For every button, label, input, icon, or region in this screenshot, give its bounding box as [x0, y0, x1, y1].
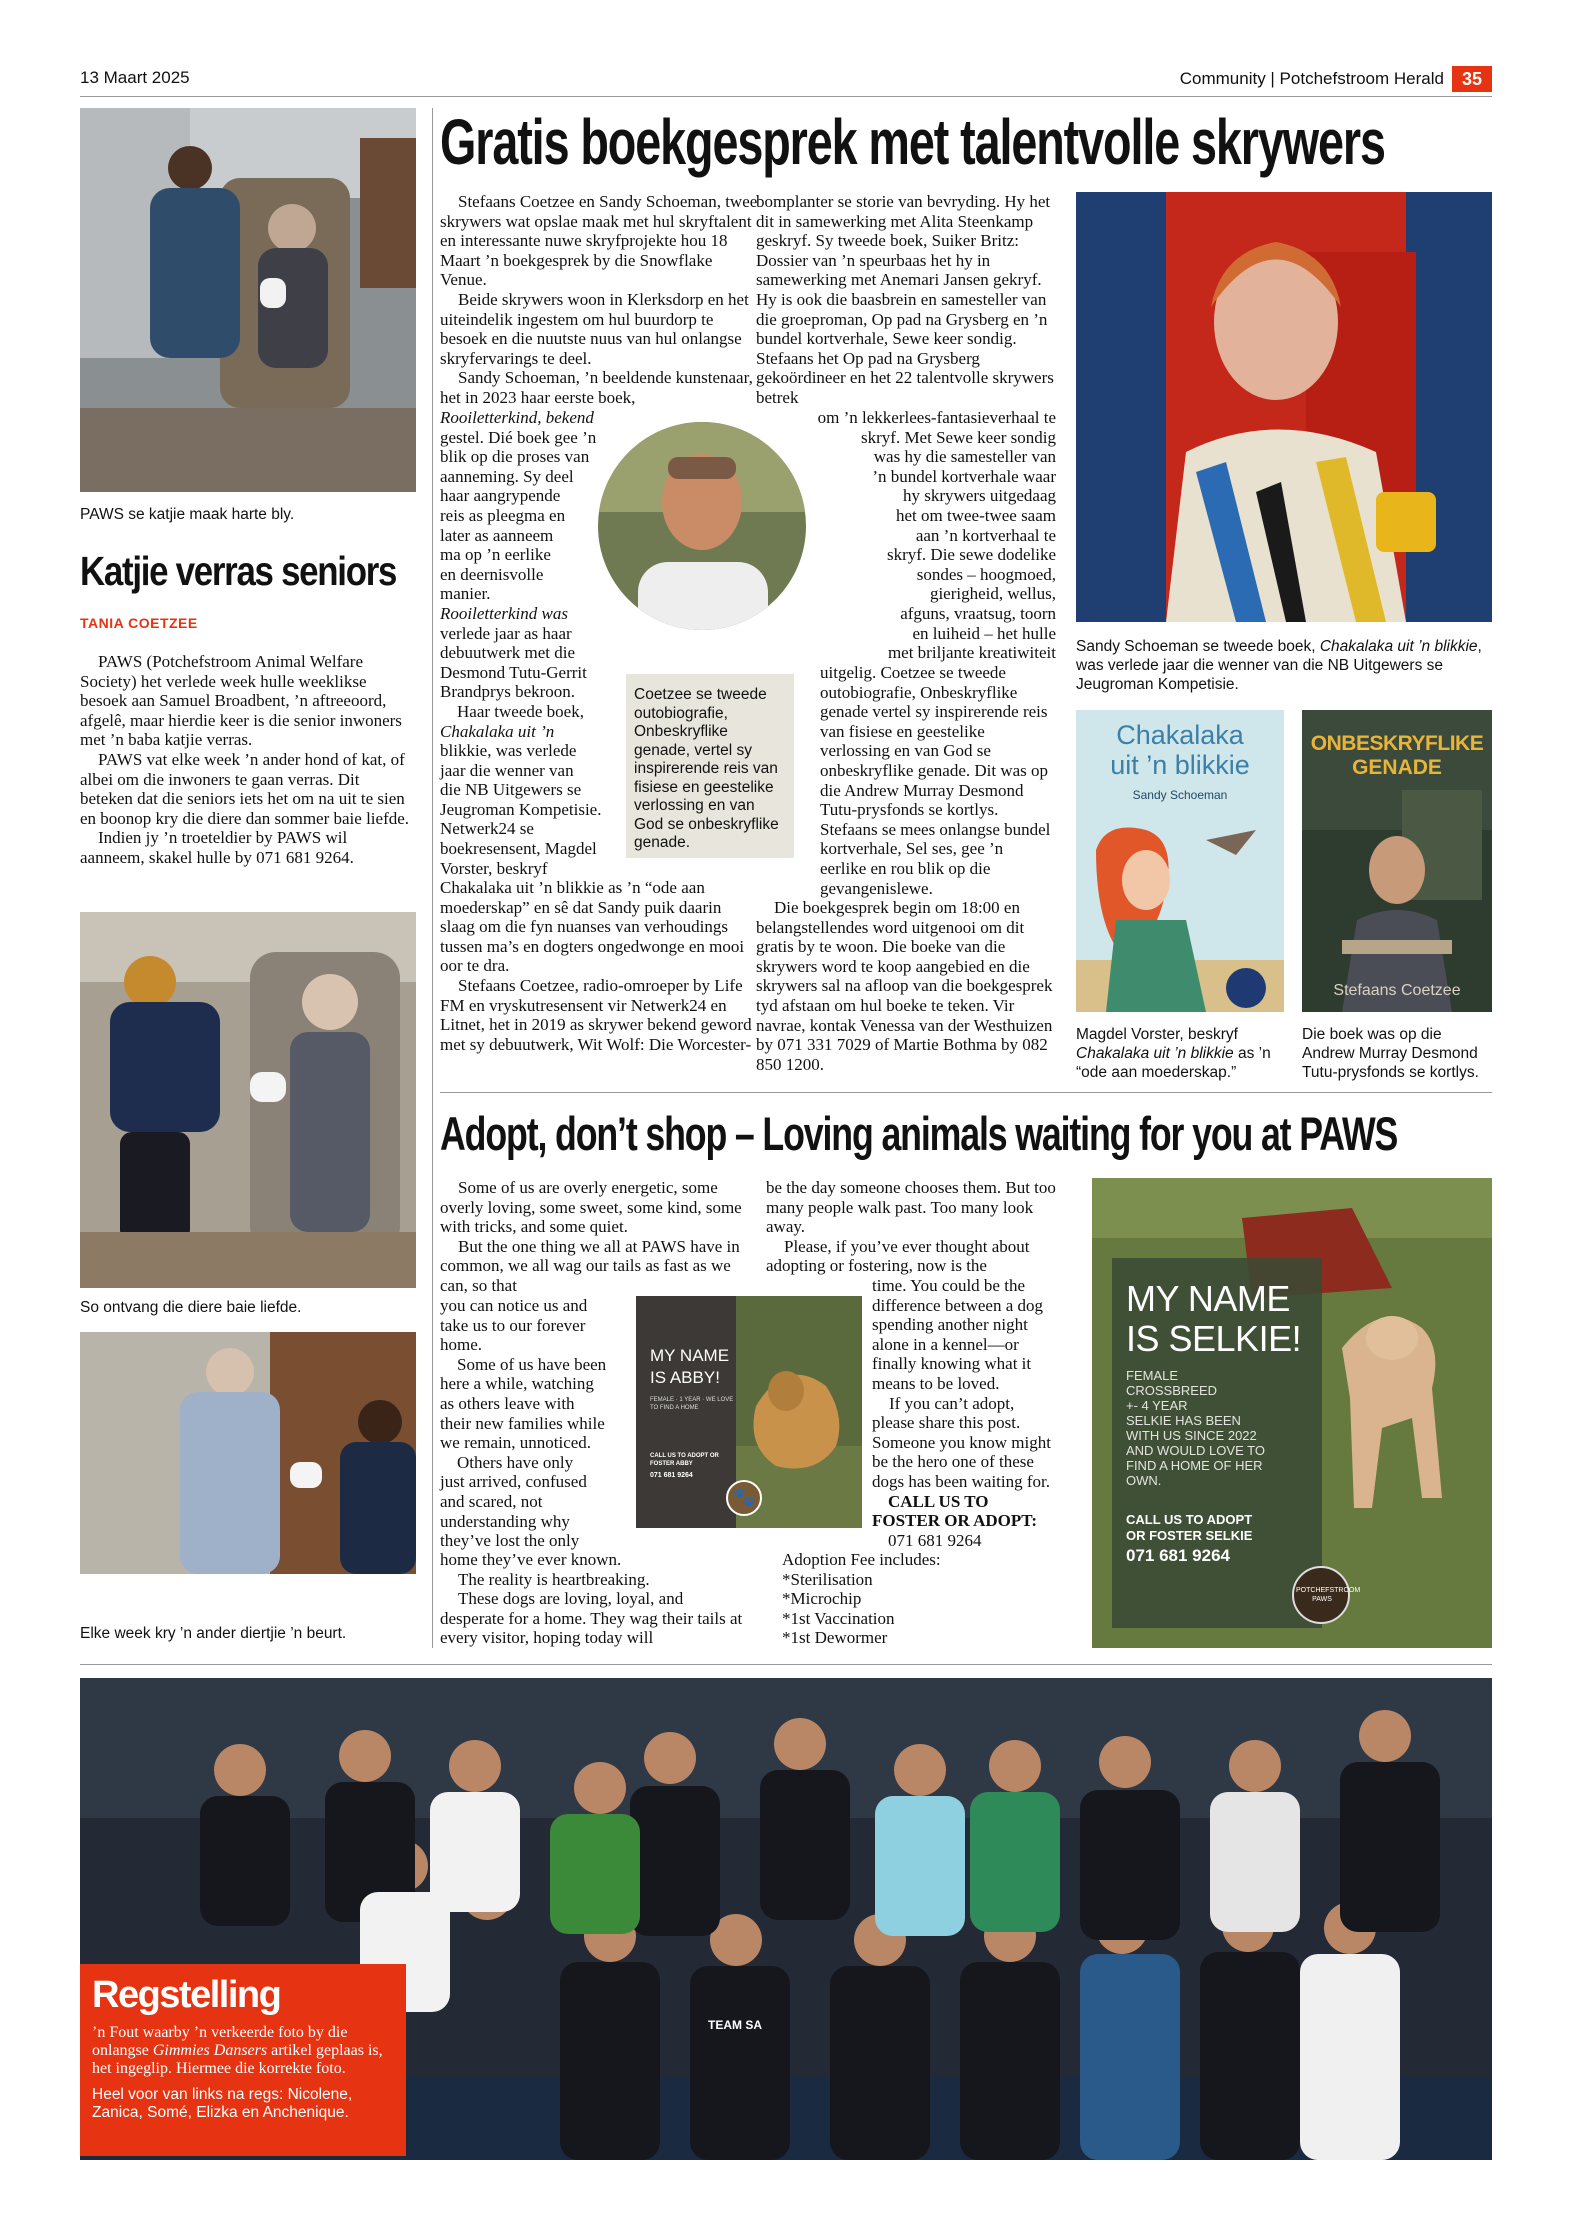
paws-col1-bottom	[440, 1550, 750, 1648]
paw-badge-icon: 🐾	[726, 1480, 762, 1516]
paws-paragraph: Some of us are overly energetic, some overly loving, some sweet, some kind, some with tricks, and some quiet.	[440, 1178, 742, 1237]
paws-line: home.	[440, 1335, 483, 1355]
kitten-photo-2-image	[80, 912, 416, 1288]
sandy-caption-title: Chakalaka uit ’n blikkie	[1319, 638, 1478, 655]
selkie-detail-line: OWN.	[1126, 1473, 1162, 1488]
book-col1-bottom	[440, 878, 760, 1054]
book-line: boekresensent, Magdel	[440, 839, 597, 859]
book-line: skryf. Die sewe dodelike	[886, 545, 1056, 565]
book-line: gierigheid, wellus,	[929, 584, 1056, 604]
book-paragraph: Sandy Schoeman, ’n beeldende kunstenaar, het in 2023 haar eerste boek,	[440, 368, 753, 407]
regstelling-body-suffix: artikel geplaas is, het ingeglip. Hiermee die korrekte foto.	[92, 2042, 383, 2077]
book1-caption	[1076, 1025, 1284, 1082]
book-cover-chakalaka	[1076, 710, 1284, 1012]
kitten-photo-3-caption: Elke week kry ’n ander diertjie ’n beurt.	[80, 1625, 347, 1642]
book2-caption: Die boek was op die Andrew Murray Desmond Tutu-prysfonds se kortlys.	[1302, 1026, 1479, 1081]
selkie-detail-line: CROSSBREED	[1126, 1383, 1218, 1398]
abby-title-2: IS ABBY!	[650, 1368, 720, 1387]
paws-fee-line: *1st Dewormer	[782, 1628, 888, 1648]
book-line: debuutwerk met die	[440, 643, 576, 663]
paws-line: and scared, not	[440, 1491, 543, 1511]
paws-line: as others leave with	[440, 1393, 575, 1413]
paws-line: just arrived, confused	[440, 1472, 587, 1492]
selkie-title-1: MY NAME	[1126, 1278, 1290, 1319]
paws-line: CALL US TO	[888, 1491, 989, 1511]
book1-caption-suffix: as ’n “ode aan moederskap.”	[1076, 1045, 1271, 1081]
regstelling-names: Heel voor van links na regs: Nicolene, Zanica, Somé, Elizka en Anchenique.	[92, 2086, 353, 2121]
stefaans-portrait-image	[598, 422, 806, 630]
book-line: Chakalaka uit ’n	[440, 721, 555, 741]
chakalaka-title-2: uit ’n blikkie	[1110, 750, 1250, 780]
selkie-details	[1126, 1368, 1265, 1488]
paws-line: FOSTER OR ADOPT:	[872, 1511, 1037, 1531]
book-line: Netwerk24 se	[440, 819, 534, 839]
paws-line: dogs has been waiting for.	[872, 1471, 1050, 1491]
paws-line: be the hero one of these	[872, 1452, 1034, 1472]
paws-paragraph: home they’ve ever known.	[440, 1550, 622, 1569]
book-line: blikkie, was verlede	[440, 741, 577, 761]
onbeskryflike-title-1: ONBESKRYFLIKE	[1310, 732, 1484, 755]
book1-caption-title: Chakalaka uit ’n blikkie	[1076, 1045, 1234, 1062]
katjie-paragraph: PAWS vat elke week ’n ander hond of kat, of albei om die inwoners te gaan verras. Dit beteken dat die seniors iets het om na uit te sien en boonop kry die diere dan sommer baie liefde.	[80, 749, 410, 828]
paws-fee-line: *Sterilisation	[782, 1569, 873, 1589]
book-line: was hy die samesteller van	[873, 447, 1056, 467]
team-shirt-text: TEAM SA	[708, 2018, 762, 2032]
sandy-photo-caption	[1076, 637, 1492, 694]
book-line: reis as pleegma en	[440, 505, 566, 525]
sandy-caption-suffix: , was verlede jaar die wenner van die NB Uitgewers se Jeugroman Kompetisie.	[1076, 638, 1482, 693]
book-paragraph: bomplanter se storie van bevryding. Hy het dit in samewerking met Alita Steenkamp geskryf. Sy tweede boek, Suiker Britz: Dossier van ’n speurbaas het hy in samewerking met Anemari Jansen gekryf. Hy is ook die baasbrein en samesteller van die groeproman, Op pad na Grysberg en ’n bundel kortverhale, Sewe keer sondig. Stefaans het Op pad na Grysberg gekoördineer en het 22 talentvolle skrywers betrek	[756, 192, 1054, 407]
selkie-poster	[1092, 1178, 1492, 1648]
book-pullquote: Coetzee se tweede outobiografie, Onbeskryflike genade, vertel sy inspirerende reis van fisiese en geestelike verlossing en van God se onbeskryflike genade.	[626, 674, 794, 858]
book-line: jaar die wenner van	[440, 760, 574, 780]
paws-paragraph: be the day someone chooses them. But too many people walk past. Too many look away.	[766, 1178, 1056, 1237]
regstelling-body	[92, 2024, 394, 2078]
page-number: 35	[1452, 66, 1492, 92]
chakalaka-author: Sandy Schoeman	[1132, 788, 1228, 802]
regstelling-title: Regstelling	[92, 1974, 281, 2016]
book-col2-bottom	[820, 663, 1052, 898]
book-line: aan ’n kortverhaal te	[915, 525, 1056, 545]
bottom-rule	[80, 1664, 1492, 1665]
book-line: Rooiletterkind, bekend	[440, 408, 594, 427]
paws-line: please share this post.	[872, 1413, 1021, 1433]
folio-right	[1180, 66, 1492, 92]
book-paragraph: Beide skrywers woon in Klerksdorp en het uiteindelik ingestem om hul buurdorp te besoek en die nuutste nuus van hul onlangse skryfervarings te deel.	[440, 289, 749, 368]
regstelling-body-prefix: ’n Fout waarby ’n verkeerde foto by die onlangse	[92, 2024, 348, 2059]
column-rule	[432, 108, 433, 1648]
book-line: gestel. Dié boek gee ’n	[440, 427, 597, 447]
book-line: verlede jaar as haar	[440, 623, 572, 643]
book-line: haar aangrypende	[440, 486, 561, 506]
book-line: en deernisvolle	[440, 564, 544, 584]
folio-section: Community | Potchefstroom Herald	[1179, 69, 1444, 88]
sandy-caption-prefix: Sandy Schoeman se tweede boek,	[1076, 638, 1320, 655]
book-headline: Gratis boekgesprek met talentvolle skrywers	[440, 106, 1385, 178]
top-rule	[80, 96, 1492, 97]
paws-fee-line: *1st Vaccination	[782, 1608, 895, 1628]
book-cover-onbeskryflike	[1302, 710, 1492, 1012]
book-line: ’n bundel kortverhale waar	[872, 466, 1056, 486]
onbeskryflike-author: Stefaans Coetzee	[1333, 982, 1461, 999]
paws-fee-line: *Microchip	[782, 1589, 862, 1609]
paws-line: they’ve lost the only	[440, 1531, 580, 1551]
book-col1-wrap	[440, 408, 620, 878]
selkie-detail-line: WITH US SINCE 2022	[1126, 1428, 1257, 1443]
sandy-photo	[1076, 192, 1492, 622]
book-line: sondes – hoogmoed,	[916, 564, 1056, 584]
book-col2-top	[756, 192, 1056, 408]
paws-paragraph: These dogs are loving, loyal, and desperate for a home. They wag their tails at every visitor, hoping today will	[440, 1589, 743, 1648]
regstelling-box	[80, 1964, 406, 2156]
paws-line: difference between a dog	[872, 1295, 1044, 1315]
book-line: Desmond Tutu-Gerrit	[440, 662, 587, 682]
paws-line: 071 681 9264	[888, 1530, 982, 1550]
book-paragraph: Die boekgesprek begin om 18:00 en belangstellendes word uitgenooi om dit gratis by te woon. Die boeke van die skrywers word te koop aangebied en die skrywers sal na afloop van die boekgesprek tyd afstaan om hul boeke te teken. Vir navrae, kontak Venessa van der Westhuizen by 071 331 7029 of Martie Bothma by 082 850 1200.	[756, 898, 1053, 1074]
kitten-photo-1-image	[80, 108, 416, 492]
book-col2-wrap	[776, 408, 1056, 663]
paws-line: we remain, unnoticed.	[440, 1433, 592, 1453]
paws-headline: Adopt, don’t shop – Loving animals waiting for you at PAWS	[440, 1107, 1398, 1160]
selkie-title-2: IS SELKIE!	[1126, 1318, 1302, 1359]
book-line: Jeugroman Kompetisie.	[440, 799, 602, 819]
paws-line: Someone you know might	[872, 1432, 1051, 1452]
folio-date: 13 Maart 2025	[80, 68, 190, 87]
book-paragraph: Stefaans Coetzee en Sandy Schoeman, twee skrywers wat opslae maak met hul skryftalent en interessante nuwe skryfprojekte hou 18 Maart ’n boekgesprek by die Snowflake Venue.	[440, 192, 758, 290]
book-line: Vorster, beskryf	[440, 858, 548, 878]
paws-line: finally knowing what it	[872, 1354, 1032, 1374]
book1-caption-prefix: Magdel Vorster, beskryf	[1076, 1026, 1238, 1043]
paws-line: Some of us have been	[440, 1354, 607, 1374]
book-line: Brandprys bekroon.	[440, 682, 576, 702]
chakalaka-title-1: Chakalaka	[1116, 720, 1244, 750]
paws-line: take us to our forever	[440, 1315, 586, 1335]
onbeskryflike-title-2: GENADE	[1352, 756, 1442, 779]
book-line: en luiheid – het hulle	[912, 623, 1056, 643]
selkie-detail-line: FIND A HOME OF HER	[1126, 1458, 1263, 1473]
abby-phone: 071 681 9264	[650, 1472, 693, 1479]
book-line: die NB Uitgewers se	[440, 780, 582, 800]
book-col2-bottom-2	[756, 898, 1056, 1074]
book-line: om ’n lekkerlees-fantasieverhaal te	[817, 408, 1056, 427]
book-line: skryf. Met Sewe keer sondig	[861, 427, 1056, 447]
chakalaka-illustration	[1076, 810, 1284, 1012]
middle-rule	[440, 1092, 1492, 1093]
paws-col1-wrap	[440, 1296, 630, 1551]
book-line: met briljante kreatiwiteit	[887, 643, 1056, 663]
paws-fee-line: Adoption Fee includes:	[782, 1550, 941, 1569]
paws-line: you can notice us and	[440, 1296, 588, 1315]
selkie-call-2: OR FOSTER SELKIE	[1126, 1528, 1253, 1543]
kitten-photo-3	[80, 1332, 416, 1574]
book-paragraph: uitgelig. Coetzee se tweede outobiografie, Onbeskryflike genade vertel sy inspirerende reis van fisiese en geestelike verlossing en van God se onbeskryflike genade. Dit was op die Andrew Murray Desmond Tutu-prysfonds se kortlys. Stefaans se mees onlangse bundel kortverhale, Sel ses, gee ’n eerlike en rou blik op die gevangenislewe.	[820, 663, 1051, 898]
book-line: hy skrywers uitgedaag	[903, 486, 1056, 506]
kitten-photo-1-caption: PAWS se katjie maak harte bly.	[80, 506, 295, 523]
paws-col2-top	[766, 1178, 1066, 1276]
book-paragraph: Stefaans Coetzee, radio-omroeper by Life FM en vryskutresensent vir Netwerk24 en Litnet, het in 2019 as skrywer bekend geword met sy debuutwerk, Wit Wolf: Die Worcester-	[440, 975, 752, 1054]
kitten-photo-3-image	[80, 1332, 416, 1574]
paws-col1-top	[440, 1178, 744, 1296]
paws-line: here a while, watching	[440, 1374, 594, 1394]
kitten-photo-2-caption: So ontvang die diere baie liefde.	[80, 1299, 302, 1316]
paws-line: their new families while	[440, 1413, 605, 1433]
paws-line: means to be loved.	[872, 1373, 1000, 1393]
book-line: aanneming. Sy deel	[440, 466, 574, 486]
book-line: blik op die proses van	[440, 447, 590, 467]
book-col1-top	[440, 192, 760, 408]
book-line: Haar tweede boek,	[440, 701, 584, 721]
paws-fee	[782, 1550, 1062, 1648]
regstelling-body-title: Gimmies Dansers	[152, 2042, 268, 2059]
paws-line: If you can’t adopt,	[872, 1393, 1015, 1413]
katjie-byline: TANIA COETZEE	[80, 615, 198, 631]
selkie-phone: 071 681 9264	[1126, 1546, 1230, 1565]
paws-col2-wrap	[872, 1276, 1072, 1550]
book-line: ma op ’n eerlike	[440, 545, 551, 565]
paws-logo-badge	[1292, 1566, 1361, 1624]
selkie-call-1: CALL US TO ADOPT	[1126, 1512, 1253, 1527]
book-line: manier.	[440, 584, 491, 604]
book-line: Rooiletterkind was	[440, 603, 568, 623]
kitten-photo-1	[80, 108, 416, 492]
paws-line: understanding why	[440, 1511, 570, 1531]
paws-line: time. You could be the	[872, 1276, 1025, 1295]
abby-poster	[636, 1296, 862, 1528]
paws-paragraph: The reality is heartbreaking.	[458, 1569, 650, 1589]
selkie-detail-line: +- 4 YEAR	[1126, 1398, 1188, 1413]
katjie-paragraph: Indien jy ’n troeteldier by PAWS wil aanneem, skakel hulle by 071 681 9264.	[80, 828, 354, 867]
abby-title-1: MY NAME	[650, 1346, 730, 1365]
book-line: later as aanneem	[440, 525, 554, 545]
stefaans-portrait	[598, 422, 806, 630]
book-line: afguns, vraatsug, toorn	[900, 603, 1056, 623]
abby-call: CALL US TO ADOPT OR FOSTER ABBY	[650, 1453, 719, 1467]
paws-line: spending another night	[872, 1315, 1028, 1335]
katjie-headline: Katjie verras seniors	[80, 548, 397, 594]
selkie-detail-line: AND WOULD LOVE TO	[1126, 1443, 1265, 1458]
sandy-photo-image	[1076, 192, 1492, 622]
paws-line: alone in a kennel—or	[872, 1334, 1019, 1354]
paws-paragraph: Please, if you’ve ever thought about adopting or fostering, now is the	[766, 1236, 1030, 1276]
abby-details: FEMALE · 1 YEAR · WE LOVE TO FIND A HOME	[650, 1397, 734, 1411]
book-line: het om twee-twee saam	[895, 505, 1056, 525]
kitten-photo-2	[80, 912, 416, 1288]
book-paragraph: Chakalaka uit ’n blikkie as ’n “ode aan moederskap” en sê dat Sandy puik daarin slaag om die fyn nuanses van verhoudings tussen ma’s en dogters ongedwonge en mooi oor te dra.	[440, 878, 745, 976]
paws-paragraph: But the one thing we all at PAWS have in common, we all wag our tails as fast as we can, so that	[440, 1236, 740, 1295]
paws-logo-text: POTCHEFSTROOM PAWS	[1296, 1587, 1361, 1603]
paws-line: Others have only	[440, 1452, 574, 1472]
katjie-paragraph: PAWS (Potchefstroom Animal Welfare Society) het verlede week hulle weeklikse besoek aan Samuel Broadbent, ’n aftreeoord, afgelê, maar hierdie keer is die senior inwoners met ’n baba katjie verras.	[80, 652, 402, 750]
katjie-body	[80, 652, 416, 868]
selkie-detail-line: FEMALE	[1126, 1368, 1179, 1383]
selkie-detail-line: SELKIE HAS BEEN	[1126, 1413, 1241, 1428]
